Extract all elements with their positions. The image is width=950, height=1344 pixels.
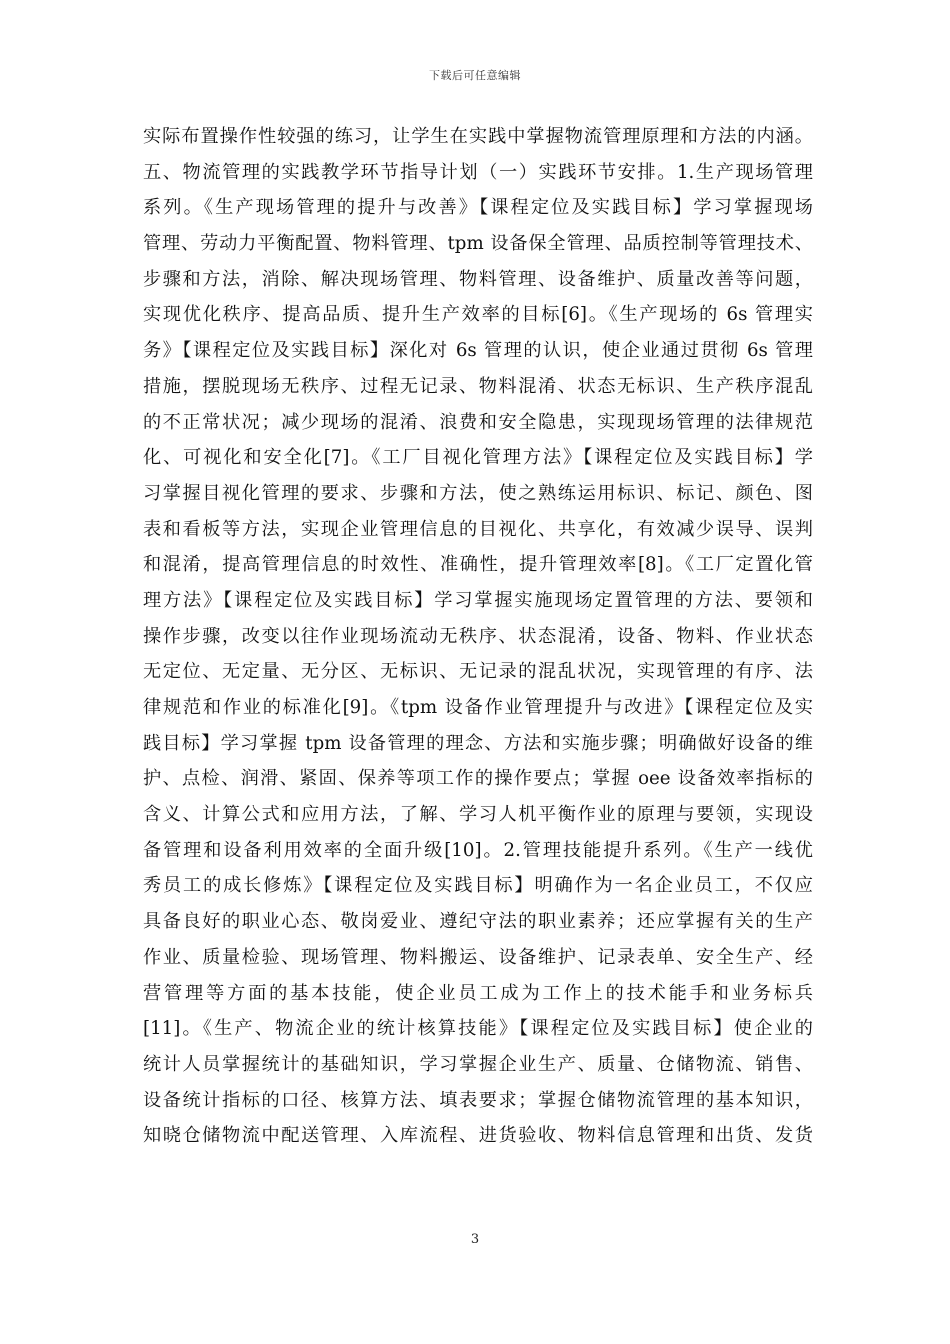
text-line: 步骤和方法，消除、解决现场管理、物料管理、设备维护、质量改善等问题， [143,268,813,290]
text-line: 实际布置操作性较强的练习，让学生在实践中掌握物流管理原理和方法的内涵。 [143,126,813,147]
text-line: 五、物流管理的实践教学环节指导计划（一）实践环节安排。1.生产现场管理 [143,161,813,183]
text-line: 表和看板等方法，实现企业管理信息的目视化、共享化，有效减少误导、误判 [143,518,813,540]
text-line: 含义、计算公式和应用方法，了解、学习人机平衡作业的原理与要领，实现设 [143,804,813,826]
text-line: 措施，摆脱现场无秩序、过程无记录、物料混淆、状态无标识、生产秩序混乱 [143,375,813,397]
text-line: 作业、质量检验、现场管理、物料搬运、设备维护、记录表单、安全生产、经 [143,946,813,968]
text-line: [11]。《生产、物流企业的统计核算技能》【课程定位及实践目标】使企业的 [143,1018,813,1040]
text-line: 律规范和作业的标准化[9]。《tpm 设备作业管理提升与改进》【课程定位及实 [143,697,813,718]
text-line: 务》【课程定位及实践目标】深化对 6s 管理的认识，使企业通过贯彻 6s 管理 [143,340,813,362]
text-line: 理方法》【课程定位及实践目标】学习掌握实施现场定置管理的方法、要领和 [143,589,813,611]
text-line: 统计人员掌握统计的基础知识，学习掌握企业生产、质量、仓储物流、销售、 [143,1053,813,1075]
body-text [143,119,813,1154]
text-line: 化、可视化和安全化[7]。《工厂目视化管理方法》【课程定位及实践目标】学 [143,447,813,469]
text-line: 营管理等方面的基本技能，使企业员工成为工作上的技术能手和业务标兵 [143,982,813,1004]
text-line: 的不正常状况；减少现场的混淆、浪费和安全隐患，实现现场管理的法律规范 [143,411,813,433]
text-line: 具备良好的职业心态、敬岗爱业、遵纪守法的职业素养；还应掌握有关的生产 [143,911,813,933]
page-number: 3 [470,1232,480,1247]
text-line: 践目标】学习掌握 tpm 设备管理的理念、方法和实施步骤；明确做好设备的维 [143,732,813,754]
text-line: 管理、劳动力平衡配置、物料管理、tpm 设备保全管理、品质控制等管理技术、 [143,233,813,255]
text-line: 无定位、无定量、无分区、无标识、无记录的混乱状况，实现管理的有序、法 [143,661,813,683]
text-line: 设备统计指标的口径、核算方法、填表要求；掌握仓储物流管理的基本知识， [143,1089,813,1111]
text-line: 实现优化秩序、提高品质、提升生产效率的目标[6]。《生产现场的 6s 管理实 [143,304,813,326]
text-line: 和混淆，提高管理信息的时效性、准确性，提升管理效率[8]。《工厂定置化管 [143,554,813,576]
text-line: 系列。《生产现场管理的提升与改善》【课程定位及实践目标】学习掌握现场 [143,197,813,219]
text-line: 操作步骤，改变以往作业现场流动无秩序、状态混淆，设备、物料、作业状态 [143,625,813,647]
text-line: 秀员工的成长修炼》【课程定位及实践目标】明确作为一名企业员工，不仅应 [143,875,813,897]
text-line: 备管理和设备利用效率的全面升级[10]。2.管理技能提升系列。《生产一线优 [143,839,813,861]
text-line: 护、点检、润滑、紧固、保养等项工作的操作要点；掌握 oee 设备效率指标的 [143,768,813,790]
page-header: 下载后可任意编辑 [429,69,521,82]
text-line: 习掌握目视化管理的要求、步骤和方法，使之熟练运用标识、标记、颜色、图 [143,482,813,504]
text-line: 知晓仓储物流中配送管理、入库流程、进货验收、物料信息管理和出货、发货 [143,1125,813,1147]
